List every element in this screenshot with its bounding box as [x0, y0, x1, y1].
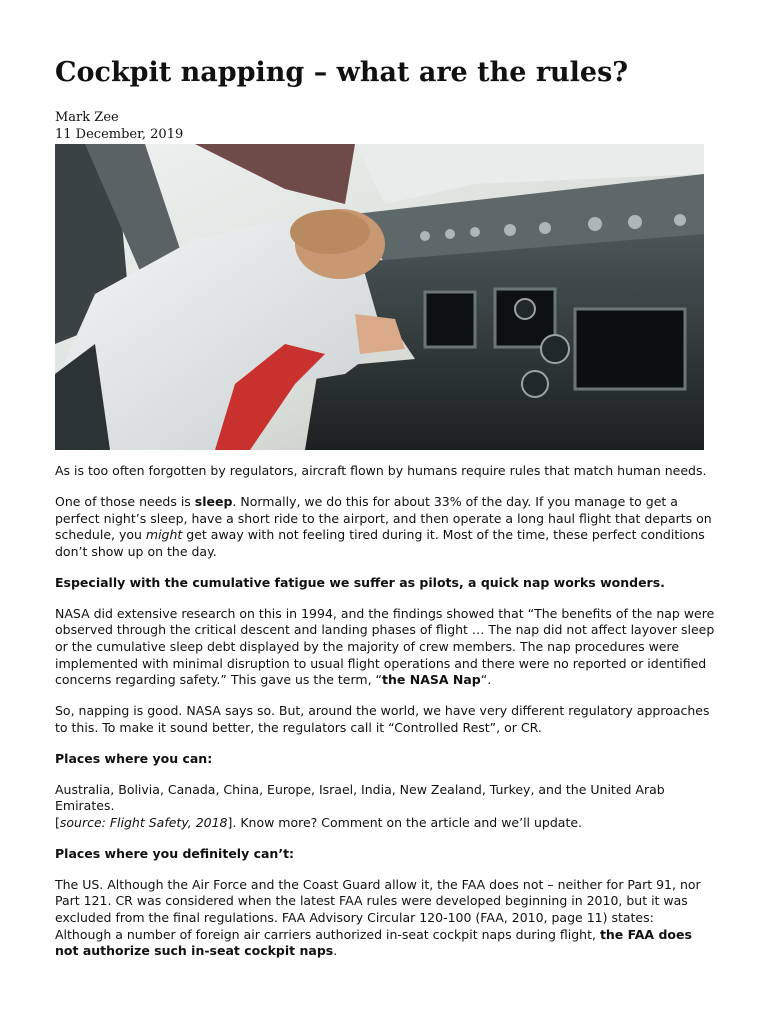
author-name[interactable]: Mark Zee [55, 110, 119, 125]
paragraph: The US. Although the Air Force and the Coast Guard allow it, the FAA does not – neither for Part 91, nor Part 121. CR was considered when the latest FAA rules were developed beginning in 2010, but it was excluded from the final regulations. FAA Advisory Circular 120-100 (FAA, 2010, page 11) states: Although a number of foreign air carriers authorized in-seat cockpit naps during flight, the FAA does not authorize such in-seat cockpit naps. [55, 876, 701, 959]
paragraph: One of those needs is sleep. Normally, we do this for about 33% of the day. If you manage to get a perfect night’s sleep, have a short ride to the airport, and then operate a long haul flight that departs on schedule, you might get away with not feeling tired during it. Most of the time, these perfect conditions don’t show up on the day. [55, 493, 712, 559]
article-body [55, 463, 715, 974]
cockpit-illustration [55, 144, 704, 450]
publish-date: 11 December, 2019 [55, 127, 184, 142]
paragraph: So, napping is good. NASA says so. But, around the world, we have very different regulatory approaches to this. To make it sound better, the regulators call it “Controlled Rest”, or CR. [55, 703, 710, 735]
paragraph: As is too often forgotten by regulators, aircraft flown by humans require rules that match human needs. [55, 463, 707, 478]
source-citation: source: Flight Safety, 2018 [59, 814, 228, 830]
paragraph: Especially with the cumulative fatigue we suffer as pilots, a quick nap works wonders. [55, 574, 665, 590]
article-meta [55, 109, 183, 143]
section-heading: Places where you definitely can’t: [55, 845, 295, 861]
paragraph: Australia, Bolivia, Canada, China, Europe, Israel, India, New Zealand, Turkey, and the United Arab Emirates. [source: Flight Safety, 2018]. Know more? Comment on the article and we’ll update. [55, 781, 665, 830]
section-heading: Places where you can: [55, 750, 213, 766]
paragraph: NASA did extensive research on this in 1994, and the findings showed that “The benefits of the nap were observed through the critical descent and landing phases of flight … The nap did not affect layover sleep or the cumulative sleep debt displayed by the majority of crew members. The nap procedures were implemented with minimal disruption to usual flight operations and there were no reported or identified concerns regarding safety.” This gave us the term, “the NASA Nap“. [55, 605, 715, 688]
article-title: Cockpit napping – what are the rules? [55, 57, 629, 88]
hero-image [55, 144, 704, 450]
